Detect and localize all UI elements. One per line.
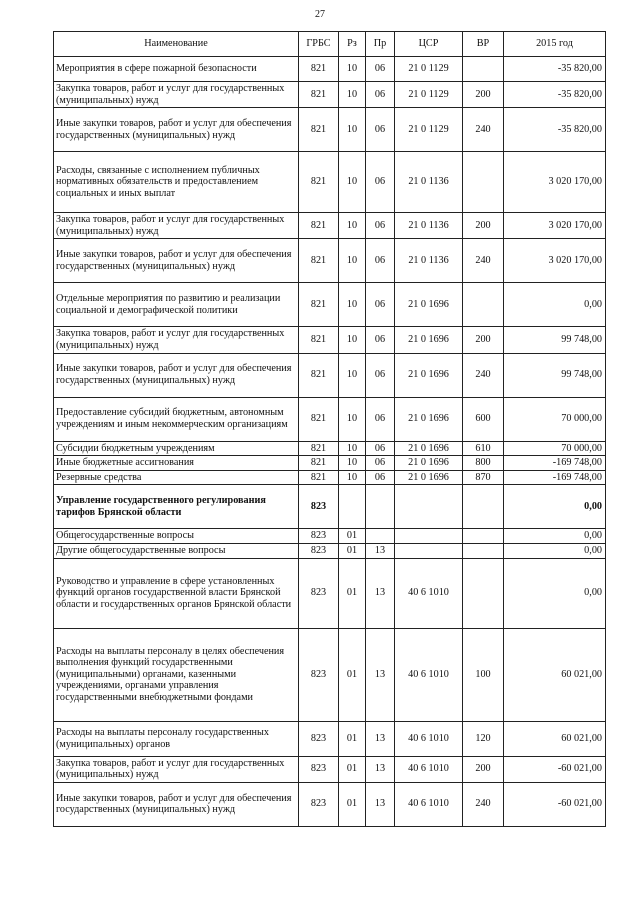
cell-amount: -169 748,00 (504, 470, 606, 485)
table-row (54, 283, 606, 327)
cell-name: Расходы на выплаты персоналу государственных (муниципальных) органов (54, 721, 299, 756)
cell-csr: 21 0 1696 (395, 441, 463, 456)
cell-csr: 21 0 1136 (395, 213, 463, 239)
cell-amount: -169 748,00 (504, 456, 606, 471)
cell-amount: -60 021,00 (504, 756, 606, 782)
cell-amount: -35 820,00 (504, 57, 606, 82)
cell-amount: 60 021,00 (504, 628, 606, 721)
table-row (54, 82, 606, 108)
cell-grbs: 823 (299, 721, 339, 756)
cell-csr: 40 6 1010 (395, 628, 463, 721)
cell-name: Иные закупки товаров, работ и услуг для обеспечения государственных (муниципальных) нужд (54, 108, 299, 152)
cell-vr (463, 529, 504, 544)
cell-name: Другие общегосударственные вопросы (54, 543, 299, 558)
cell-amount: 0,00 (504, 529, 606, 544)
cell-pr: 06 (366, 397, 395, 441)
cell-rz: 10 (339, 441, 366, 456)
cell-amount: 99 748,00 (504, 353, 606, 397)
cell-csr: 21 0 1696 (395, 327, 463, 353)
cell-pr: 06 (366, 239, 395, 283)
cell-csr: 21 0 1136 (395, 239, 463, 283)
cell-name: Отдельные мероприятия по развитию и реализации социальной и демографической политики (54, 283, 299, 327)
cell-amount: 3 020 170,00 (504, 239, 606, 283)
cell-grbs: 823 (299, 558, 339, 628)
table-body (54, 57, 606, 827)
cell-csr: 21 0 1136 (395, 152, 463, 213)
header-pr: Пр (366, 32, 395, 57)
cell-amount: 0,00 (504, 558, 606, 628)
table-row (54, 529, 606, 544)
table-row (54, 756, 606, 782)
cell-vr: 800 (463, 456, 504, 471)
cell-csr: 21 0 1696 (395, 397, 463, 441)
table-row (54, 721, 606, 756)
table-row (54, 782, 606, 826)
cell-amount: 60 021,00 (504, 721, 606, 756)
cell-name: Мероприятия в сфере пожарной безопасности (54, 57, 299, 82)
cell-vr: 200 (463, 756, 504, 782)
cell-grbs: 821 (299, 108, 339, 152)
table-row (54, 628, 606, 721)
cell-pr: 13 (366, 782, 395, 826)
cell-vr: 120 (463, 721, 504, 756)
cell-amount: 3 020 170,00 (504, 213, 606, 239)
table-header-row (54, 32, 606, 57)
cell-name: Закупка товаров, работ и услуг для государственных (муниципальных) нужд (54, 756, 299, 782)
cell-amount: 70 000,00 (504, 397, 606, 441)
cell-pr: 06 (366, 213, 395, 239)
table-row (54, 327, 606, 353)
cell-vr (463, 543, 504, 558)
cell-csr: 21 0 1696 (395, 283, 463, 327)
cell-grbs: 821 (299, 57, 339, 82)
cell-vr (463, 558, 504, 628)
cell-vr: 200 (463, 327, 504, 353)
cell-rz: 10 (339, 470, 366, 485)
table-row (54, 108, 606, 152)
cell-pr: 06 (366, 152, 395, 213)
cell-name: Расходы на выплаты персоналу в целях обеспечения выполнения функций государственными (муниципальными) органами, казенными учреждениями, органами управления государственными внебюджетными фондами (54, 628, 299, 721)
table-row (54, 456, 606, 471)
cell-rz: 10 (339, 283, 366, 327)
cell-name: Иные закупки товаров, работ и услуг для обеспечения государственных (муниципальных) нужд (54, 353, 299, 397)
table-row (54, 558, 606, 628)
table-row (54, 397, 606, 441)
header-name: Наименование (54, 32, 299, 57)
table-row (54, 470, 606, 485)
cell-rz: 10 (339, 152, 366, 213)
cell-pr: 06 (366, 353, 395, 397)
table-row (54, 213, 606, 239)
cell-csr: 40 6 1010 (395, 721, 463, 756)
cell-grbs: 821 (299, 327, 339, 353)
cell-grbs: 821 (299, 470, 339, 485)
cell-grbs: 821 (299, 213, 339, 239)
cell-grbs: 821 (299, 82, 339, 108)
cell-csr: 21 0 1696 (395, 456, 463, 471)
cell-pr: 06 (366, 82, 395, 108)
header-year: 2015 год (504, 32, 606, 57)
cell-vr: 200 (463, 82, 504, 108)
cell-csr: 21 0 1129 (395, 82, 463, 108)
cell-amount: 0,00 (504, 485, 606, 529)
cell-grbs: 823 (299, 628, 339, 721)
cell-vr: 240 (463, 108, 504, 152)
cell-amount: 99 748,00 (504, 327, 606, 353)
cell-pr: 06 (366, 470, 395, 485)
cell-grbs: 821 (299, 456, 339, 471)
cell-amount: 3 020 170,00 (504, 152, 606, 213)
cell-csr: 40 6 1010 (395, 558, 463, 628)
cell-grbs: 823 (299, 485, 339, 529)
cell-pr: 06 (366, 327, 395, 353)
cell-csr: 21 0 1696 (395, 353, 463, 397)
cell-csr (395, 485, 463, 529)
cell-rz: 10 (339, 397, 366, 441)
cell-rz: 01 (339, 721, 366, 756)
cell-amount: 0,00 (504, 543, 606, 558)
table-row (54, 57, 606, 82)
cell-rz: 01 (339, 529, 366, 544)
cell-grbs: 821 (299, 441, 339, 456)
cell-csr: 21 0 1129 (395, 108, 463, 152)
cell-amount: 70 000,00 (504, 441, 606, 456)
cell-grbs: 823 (299, 543, 339, 558)
cell-csr (395, 529, 463, 544)
cell-vr: 610 (463, 441, 504, 456)
cell-name: Закупка товаров, работ и услуг для государственных (муниципальных) нужд (54, 82, 299, 108)
cell-grbs: 821 (299, 397, 339, 441)
cell-rz: 10 (339, 57, 366, 82)
header-grbs: ГРБС (299, 32, 339, 57)
cell-rz: 10 (339, 353, 366, 397)
table-row (54, 239, 606, 283)
table-row (54, 353, 606, 397)
cell-vr: 240 (463, 782, 504, 826)
cell-pr: 13 (366, 543, 395, 558)
cell-pr (366, 529, 395, 544)
cell-vr: 600 (463, 397, 504, 441)
table-row (54, 152, 606, 213)
cell-vr (463, 57, 504, 82)
cell-rz: 01 (339, 558, 366, 628)
cell-rz: 10 (339, 82, 366, 108)
cell-csr (395, 543, 463, 558)
cell-grbs: 821 (299, 239, 339, 283)
cell-vr (463, 152, 504, 213)
cell-amount: -35 820,00 (504, 108, 606, 152)
cell-amount: -60 021,00 (504, 782, 606, 826)
cell-name: Субсидии бюджетным учреждениям (54, 441, 299, 456)
cell-name: Управление государственного регулирования тарифов Брянской области (54, 485, 299, 529)
table-row (54, 441, 606, 456)
cell-rz: 10 (339, 456, 366, 471)
budget-table (53, 31, 606, 827)
cell-amount: 0,00 (504, 283, 606, 327)
cell-rz: 10 (339, 327, 366, 353)
cell-csr: 40 6 1010 (395, 756, 463, 782)
cell-pr: 06 (366, 57, 395, 82)
cell-csr: 40 6 1010 (395, 782, 463, 826)
cell-vr: 200 (463, 213, 504, 239)
header-csr: ЦСР (395, 32, 463, 57)
cell-name: Расходы, связанные с исполнением публичных нормативных обязательств и предоставлением социальных и иных выплат (54, 152, 299, 213)
cell-rz (339, 485, 366, 529)
cell-vr: 100 (463, 628, 504, 721)
cell-rz: 10 (339, 108, 366, 152)
cell-grbs: 821 (299, 283, 339, 327)
cell-name: Закупка товаров, работ и услуг для государственных (муниципальных) нужд (54, 213, 299, 239)
cell-rz: 01 (339, 756, 366, 782)
cell-name: Резервные средства (54, 470, 299, 485)
cell-rz: 10 (339, 213, 366, 239)
cell-name: Предоставление субсидий бюджетным, автономным учреждениям и иным некоммерческим организациям (54, 397, 299, 441)
cell-pr: 13 (366, 558, 395, 628)
cell-pr (366, 485, 395, 529)
table-row (54, 543, 606, 558)
cell-rz: 01 (339, 628, 366, 721)
cell-vr: 240 (463, 239, 504, 283)
cell-grbs: 823 (299, 782, 339, 826)
cell-pr: 06 (366, 441, 395, 456)
cell-csr: 21 0 1696 (395, 470, 463, 485)
cell-grbs: 823 (299, 529, 339, 544)
cell-vr (463, 485, 504, 529)
cell-csr: 21 0 1129 (395, 57, 463, 82)
cell-rz: 01 (339, 782, 366, 826)
cell-pr: 13 (366, 721, 395, 756)
cell-grbs: 823 (299, 756, 339, 782)
cell-vr (463, 283, 504, 327)
cell-rz: 01 (339, 543, 366, 558)
cell-name: Общегосударственные вопросы (54, 529, 299, 544)
cell-grbs: 821 (299, 353, 339, 397)
page-number: 27 (315, 9, 325, 20)
table-row (54, 485, 606, 529)
cell-pr: 13 (366, 756, 395, 782)
cell-pr: 06 (366, 283, 395, 327)
cell-name: Руководство и управление в сфере установленных функций органов государственной власти Брянской области и государственных органов Брянской области (54, 558, 299, 628)
cell-rz: 10 (339, 239, 366, 283)
cell-vr: 240 (463, 353, 504, 397)
cell-name: Иные закупки товаров, работ и услуг для обеспечения государственных (муниципальных) нужд (54, 782, 299, 826)
header-vr: ВР (463, 32, 504, 57)
cell-pr: 06 (366, 108, 395, 152)
cell-amount: -35 820,00 (504, 82, 606, 108)
cell-name: Закупка товаров, работ и услуг для государственных (муниципальных) нужд (54, 327, 299, 353)
cell-vr: 870 (463, 470, 504, 485)
cell-name: Иные бюджетные ассигнования (54, 456, 299, 471)
cell-name: Иные закупки товаров, работ и услуг для обеспечения государственных (муниципальных) нужд (54, 239, 299, 283)
cell-grbs: 821 (299, 152, 339, 213)
header-rz: Рз (339, 32, 366, 57)
cell-pr: 13 (366, 628, 395, 721)
cell-pr: 06 (366, 456, 395, 471)
